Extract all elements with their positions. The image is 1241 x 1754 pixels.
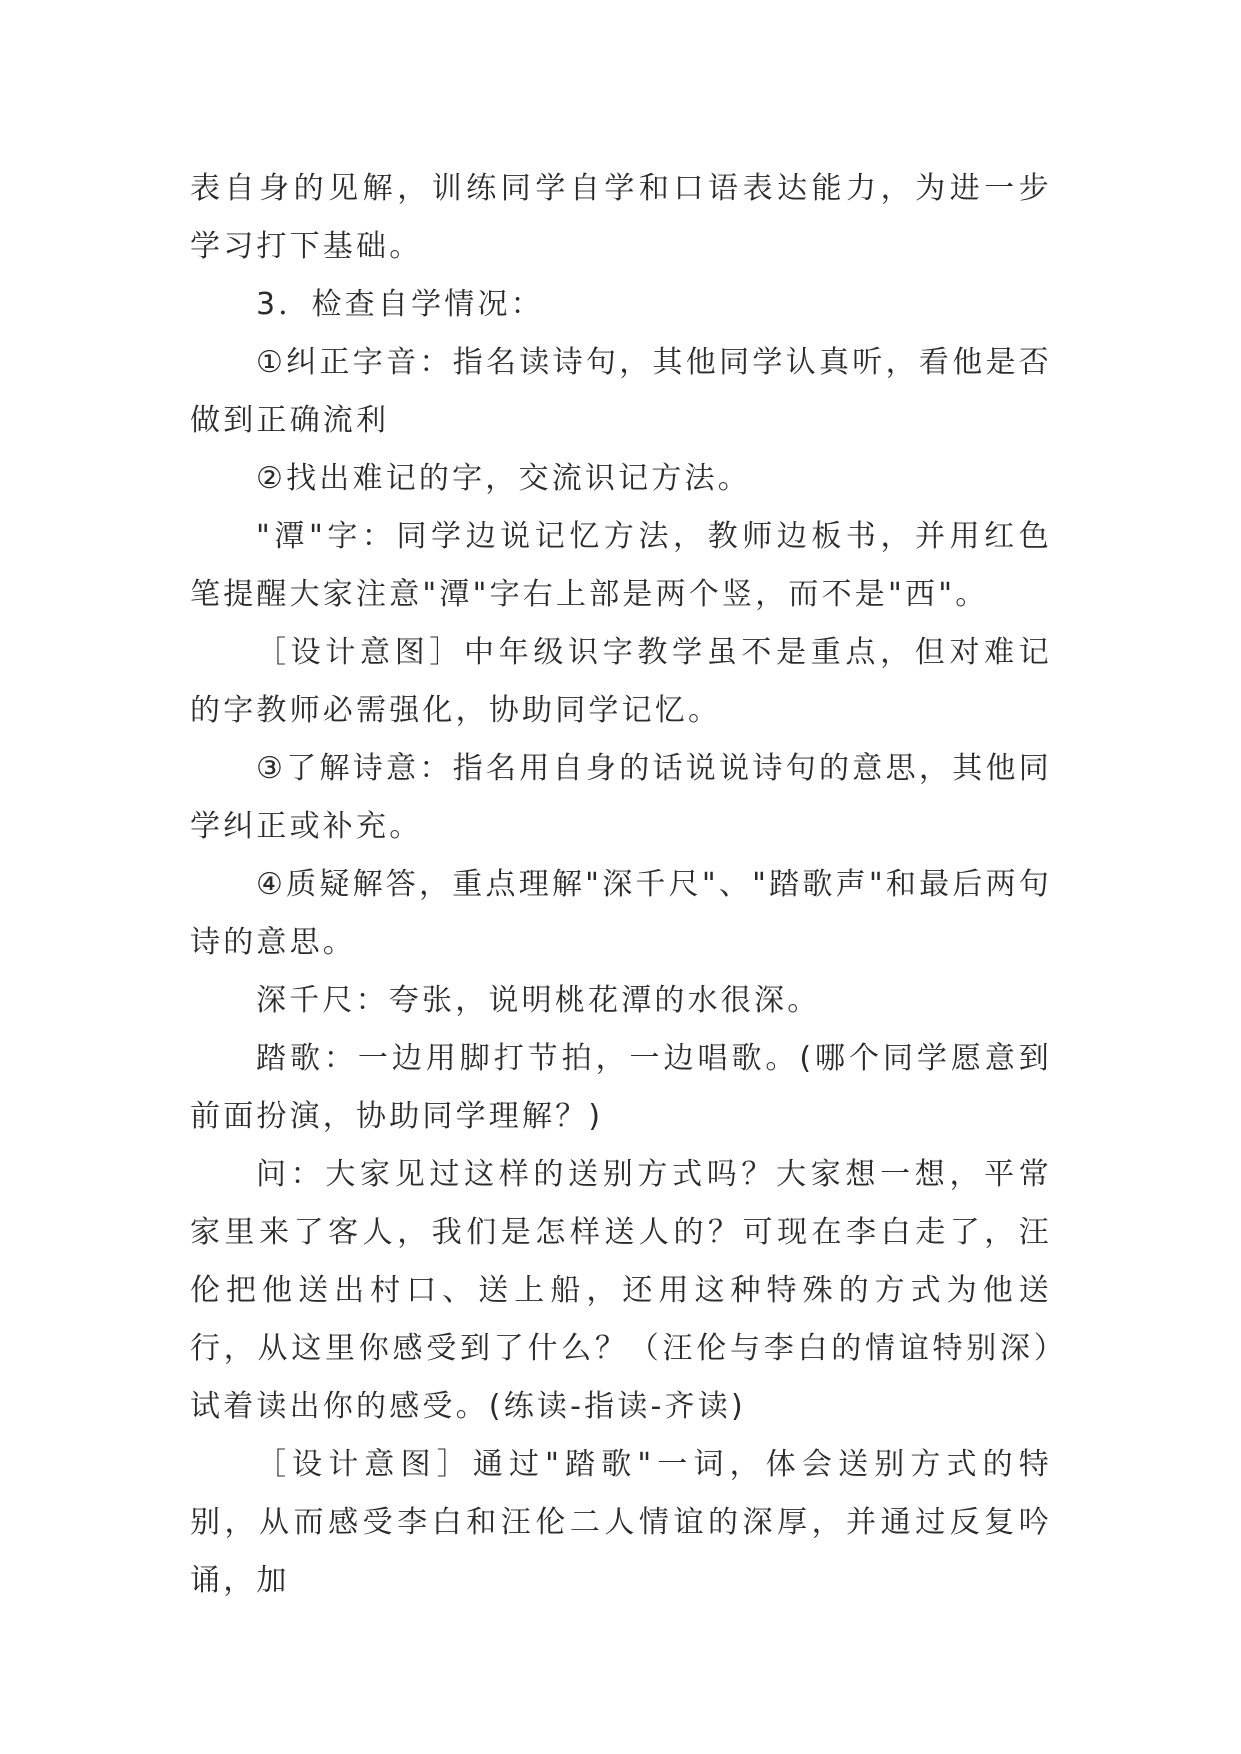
paragraph-design-intent-2: ［设计意图］通过"踏歌"一词，体会送别方式的特别，从而感受李白和汪伦二人情谊的深厚，并通过反复吟诵，加 <box>190 1447 1052 1598</box>
paragraph-tan-character: "潭"字：同学边说记忆方法，教师边板书，并用红色笔提醒大家注意"潭"字右上部是两个竖，而不是"西"。 <box>190 519 1052 612</box>
paragraph-ta-ge: 踏歌：一边用脚打节拍，一边唱歌。(哪个同学愿意到前面扮演，协助同学理解？) <box>190 1041 1052 1134</box>
paragraph-continuation: 表自身的见解，训练同学自学和口语表达能力，为进一步学习打下基础。 <box>190 171 1052 264</box>
body-text <box>190 160 1052 1610</box>
paragraph-poem-meaning: ③了解诗意：指名用自身的话说说诗句的意思，其他同学纠正或补充。 <box>190 751 1052 844</box>
paragraph-step-3-heading: 3．检查自学情况： <box>256 287 544 322</box>
paragraph-design-intent-1: ［设计意图］中年级识字教学虽不是重点，但对难记的字教师必需强化，协助同学记忆。 <box>190 635 1052 728</box>
paragraph-question-farewell: 问：大家见过这样的送别方式吗？大家想一想，平常家里来了客人，我们是怎样送人的？可现在李白走了，汪伦把他送出村口、送上船，还用这种特殊的方式为他送行，从这里你感受到了什么？（汪伦与李白的情谊特别深）试着读出你的感受。(练读-指读-齐读) <box>190 1157 1052 1424</box>
paragraph-questions: ④质疑解答，重点理解"深千尺"、"踏歌声"和最后两句诗的意思。 <box>190 867 1052 960</box>
paragraph-difficult-characters: ②找出难记的字，交流识记方法。 <box>256 461 751 496</box>
paragraph-correct-pronunciation: ①纠正字音：指名读诗句，其他同学认真听，看他是否做到正确流利 <box>190 345 1052 438</box>
paragraph-shen-qian-chi: 深千尺：夸张，说明桃花潭的水很深。 <box>256 983 821 1018</box>
